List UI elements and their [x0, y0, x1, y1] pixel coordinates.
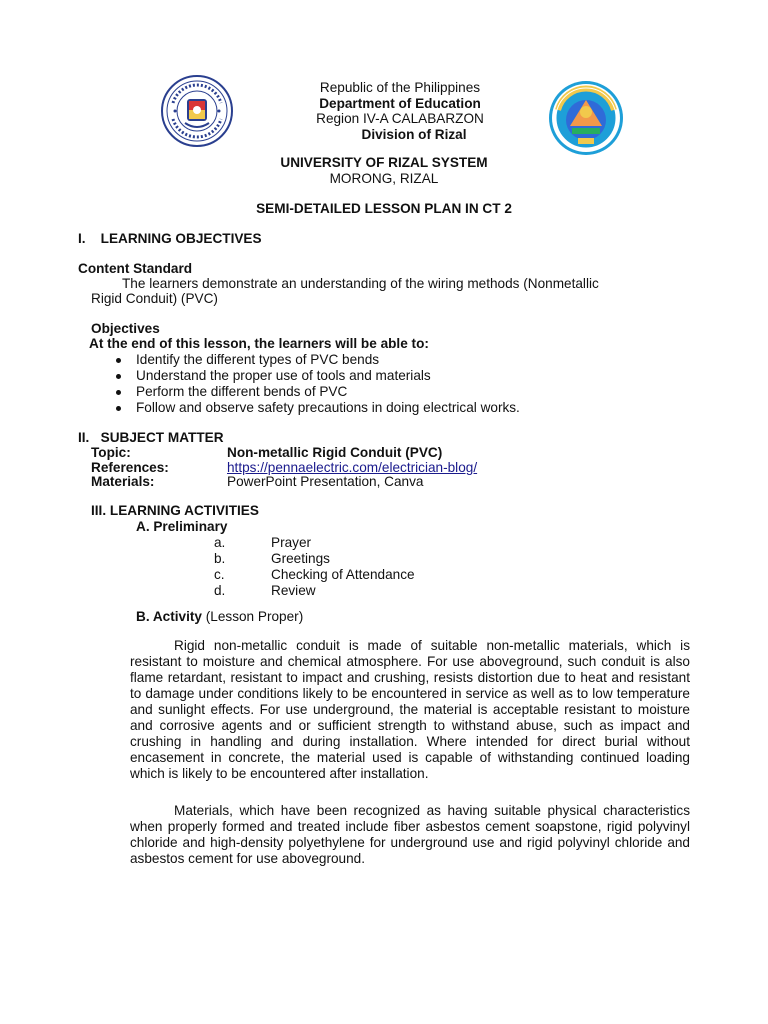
header-department: Department of Education	[319, 96, 481, 111]
section3-heading: III. LEARNING ACTIVITIES	[91, 503, 259, 518]
materials-label: Materials:	[91, 474, 155, 489]
list-item	[214, 567, 514, 583]
header-region: Region IV-A CALABARZON	[316, 111, 484, 126]
objective-item: Perform the different bends of PVC	[112, 384, 520, 400]
activity-label: B. Activity	[136, 609, 202, 624]
content-standard-label: Content Standard	[78, 261, 193, 276]
header-republic: Republic of the Philippines	[319, 80, 481, 95]
content-standard-text-line2: Rigid Conduit) (PVC)	[91, 291, 218, 306]
activity-heading	[136, 609, 303, 625]
objectives-intro: At the end of this lesson, the learners will be able to:	[89, 336, 429, 351]
list-item	[214, 535, 514, 551]
topic-label: Topic:	[91, 445, 131, 460]
list-item	[214, 551, 514, 567]
list-item	[214, 583, 514, 599]
header-division: Division of Rizal	[361, 127, 467, 142]
topic-value: Non-metallic Rigid Conduit (PVC)	[227, 445, 443, 460]
list-item-text: Checking of Attendance	[271, 567, 415, 582]
objectives-label: Objectives	[91, 321, 160, 336]
section1-heading: I. LEARNING OBJECTIVES	[78, 231, 262, 246]
header-university: UNIVERSITY OF RIZAL SYSTEM	[280, 155, 488, 170]
materials-value: PowerPoint Presentation, Canva	[227, 474, 424, 489]
list-item-letter: c.	[214, 567, 225, 582]
preliminary-list	[214, 535, 514, 599]
list-item-text: Prayer	[271, 535, 312, 550]
lesson-paragraph-1	[130, 638, 690, 782]
lesson-paragraph-2	[130, 803, 690, 867]
objective-item: Identify the different types of PVC bends	[112, 352, 520, 368]
references-label: References:	[91, 460, 169, 475]
objective-item: Understand the proper use of tools and materials	[112, 368, 520, 384]
section2-heading: II. SUBJECT MATTER	[78, 430, 224, 445]
references-link[interactable]: https://pennaelectric.com/electrician-blog/	[227, 460, 478, 475]
activity-sub: (Lesson Proper)	[201, 609, 304, 624]
objective-item: Follow and observe safety precautions in doing electrical works.	[112, 400, 520, 416]
list-item-letter: b.	[214, 551, 226, 566]
objectives-list	[112, 352, 520, 416]
preliminary-label: A. Preliminary	[136, 519, 228, 534]
content-standard-text-line1: The learners demonstrate an understanding of the wiring methods (Nonmetallic	[122, 276, 599, 291]
list-item-text: Review	[271, 583, 316, 598]
paragraph-text: Rigid non-metallic conduit is made of suitable non-metallic materials, which is resistant to moisture and chemical atmosphere. For use aboveground, such conduit is also flame retardant, resistant to impact and crushing, resists distortion due to heat and resistant to damage under conditions likely to be encountered in service as well as to low temperature and sunlight effects. For use underground, the material is acceptable resistant to moisture and corrosive agents and or sufficient strength to withstand abuse, such as impact and crushing in handling and during installation. Where intended for direct burial without encasement in concrete, the material used is capable of withstanding continued loading which is likely to be encountered after installation.	[130, 638, 690, 781]
list-item-letter: a.	[214, 535, 226, 550]
header-location: MORONG, RIZAL	[329, 171, 439, 186]
plan-title: SEMI-DETAILED LESSON PLAN IN CT 2	[256, 201, 512, 216]
paragraph-text: Materials, which have been recognized as having suitable physical characteristics when properly formed and treated include fiber asbestos cement soapstone, rigid polyvinyl chloride and high-density polyethylene for underground use and rigid polyvinyl chloride and asbestos cement for use aboveground.	[130, 803, 690, 866]
list-item-letter: d.	[214, 583, 226, 598]
list-item-text: Greetings	[271, 551, 330, 566]
